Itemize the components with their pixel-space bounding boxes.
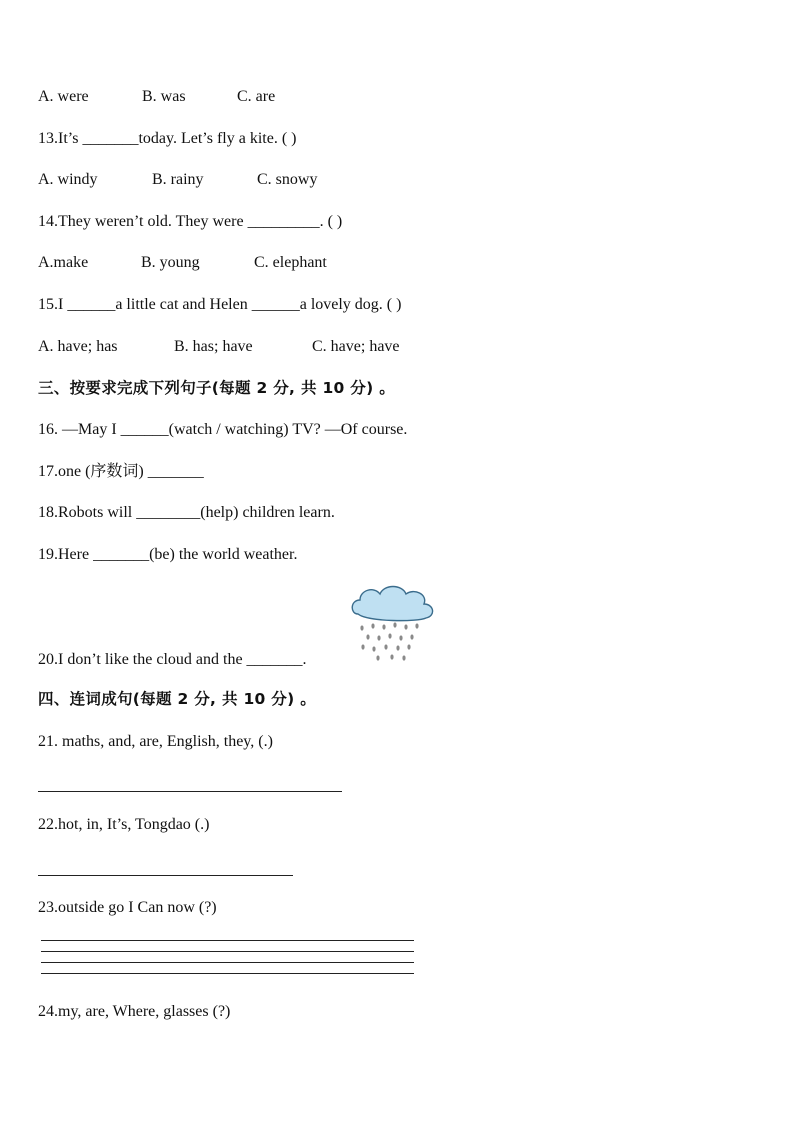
q15-stem: 15.I ______a little cat and Helen ______a lovely dog. ( ): [38, 296, 402, 313]
q17-text: 17.one (序数词) _______: [38, 463, 204, 480]
q13-option-a: A. windy: [38, 171, 98, 188]
q12-option-a: A. were: [38, 88, 89, 105]
q15-option-a: A. have; has: [38, 338, 118, 355]
q13-option-c: C. snowy: [257, 171, 318, 188]
q12-option-b: B. was: [142, 88, 186, 105]
q14-stem: 14.They weren’t old. They were _________. ( ): [38, 213, 343, 230]
q20-text: 20.I don’t like the cloud and the _______.: [38, 651, 307, 668]
q23-answer-line-4[interactable]: [41, 973, 414, 974]
q23-answer-line-3[interactable]: [41, 962, 414, 963]
q13-stem: 13.It’s _______today. Let’s fly a kite. ( ): [38, 130, 297, 147]
q18-text: 18.Robots will ________(help) children learn.: [38, 504, 335, 521]
q14-option-c: C. elephant: [254, 254, 327, 271]
q19-text: 19.Here _______(be) the world weather.: [38, 546, 298, 563]
q23-answer-line-1[interactable]: [41, 940, 414, 941]
q16-text: 16. —May I ______(watch / watching) TV? —Of course.: [38, 421, 408, 438]
q15-option-c: C. have; have: [312, 338, 400, 355]
q22-answer-line[interactable]: [38, 875, 293, 876]
section-4-heading: 四、连词成句(每题 2 分, 共 10 分) 。: [38, 690, 316, 708]
q21-answer-line[interactable]: [38, 791, 342, 792]
q14-option-a: A.make: [38, 254, 89, 271]
q13-options: [38, 170, 317, 190]
q14-options: [38, 253, 327, 273]
rain-cloud-icon: [348, 580, 438, 662]
q15-options: [38, 337, 400, 357]
q23-text: 23.outside go I Can now (?): [38, 899, 217, 916]
q15-option-b: B. has; have: [174, 338, 253, 355]
section-3-heading: 三、按要求完成下列句子(每题 2 分, 共 10 分) 。: [38, 379, 395, 397]
q24-text: 24.my, are, Where, glasses (?): [38, 1003, 231, 1020]
q13-option-b: B. rainy: [152, 171, 204, 188]
q22-text: 22.hot, in, It’s, Tongdao (.): [38, 816, 210, 833]
q14-option-b: B. young: [141, 254, 200, 271]
q12-options: [38, 87, 275, 107]
q12-option-c: C. are: [237, 88, 276, 105]
q23-answer-line-2[interactable]: [41, 951, 414, 952]
q21-text: 21. maths, and, are, English, they, (.): [38, 733, 273, 750]
